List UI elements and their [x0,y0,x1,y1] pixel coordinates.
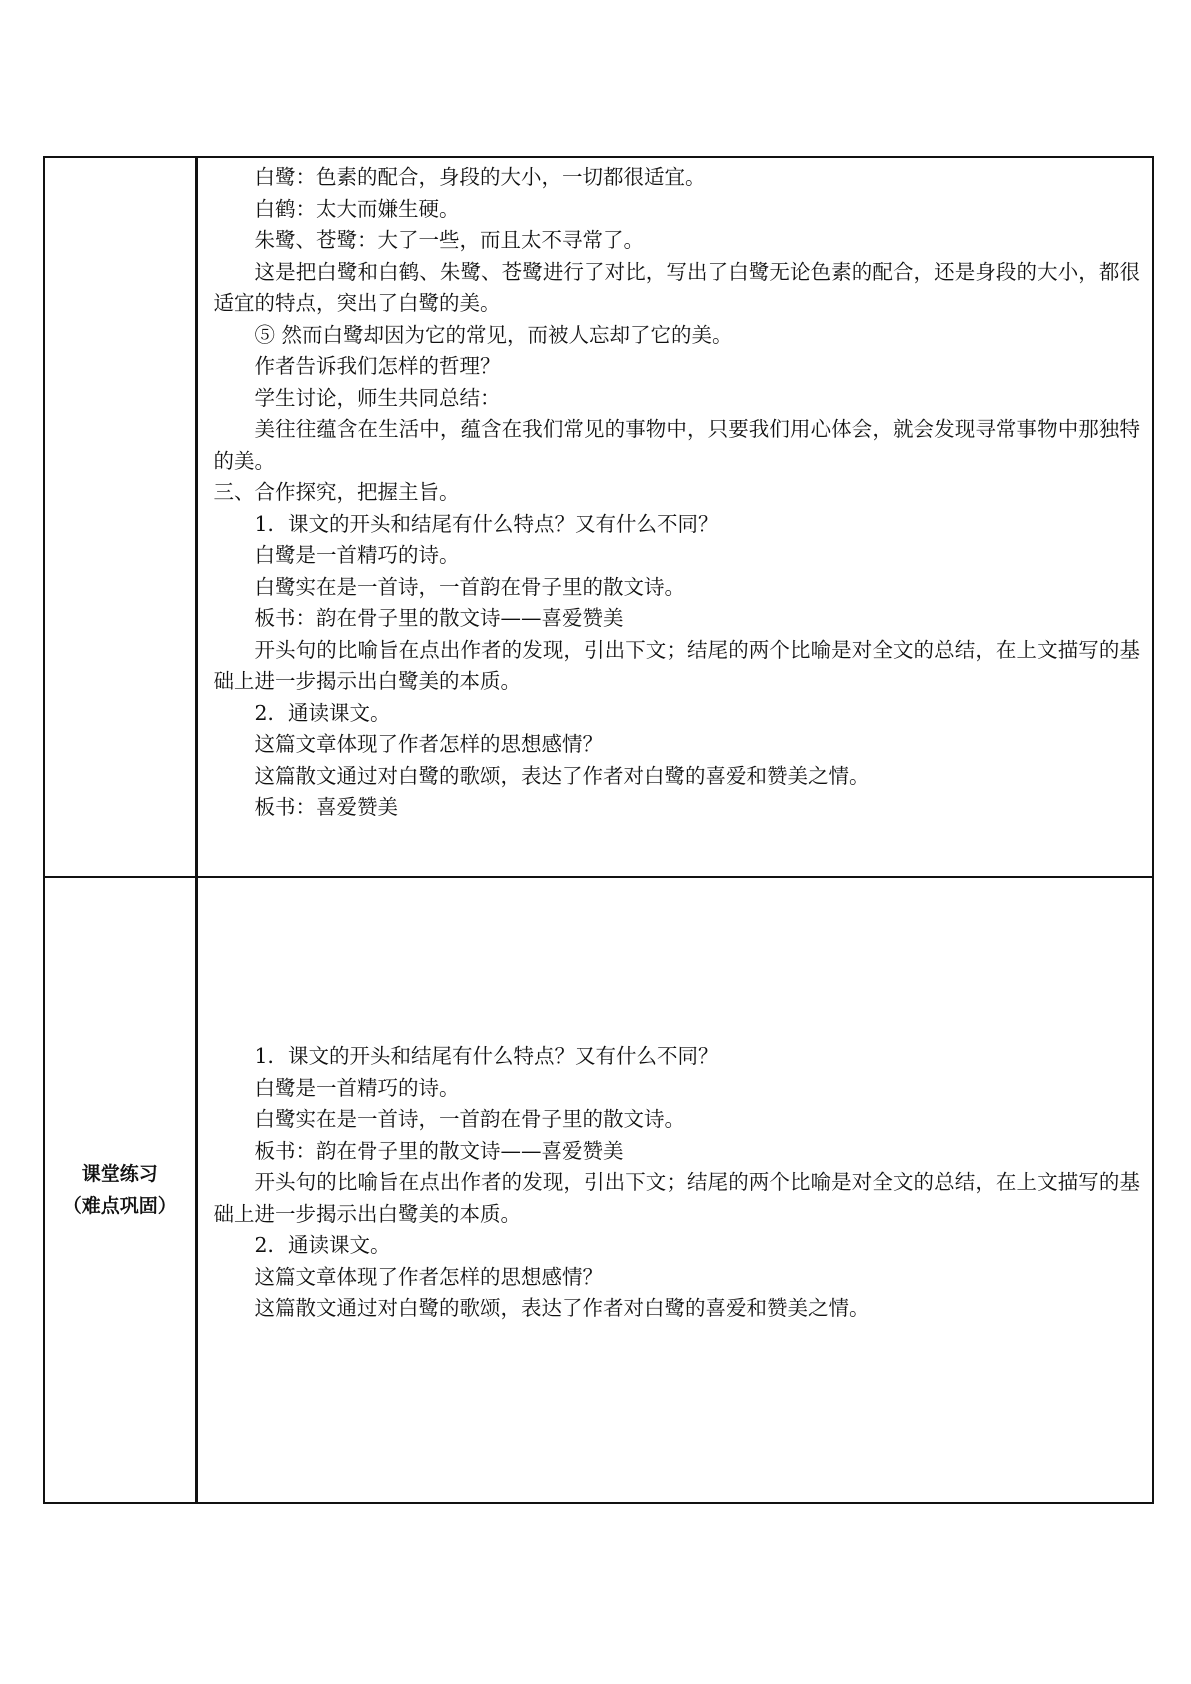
row-label-line: （难点巩固） [62,1195,177,1217]
content-paragraph: 白鹭实在是一首诗，一首韵在骨子里的散文诗。 [254,1107,685,1131]
content-paragraph: 这篇文章体现了作者怎样的思想感情？ [254,732,603,756]
content-paragraph: 开头句的比喻旨在点出作者的发现，引出下文；结尾的两个比喻是对全文的总结，在上文描写的基础上进一步揭示出白鹭美的本质。 [213,1170,1140,1226]
content-paragraph: 朱鹭、苍鹭：大了一些，而且太不寻常了。 [254,228,644,252]
content-paragraph: 学生讨论，师生共同总结： [254,385,501,410]
section-content [198,158,1153,824]
content-paragraph: 三、合作探究，把握主旨。 [213,480,460,504]
row-label-cell [44,877,196,1503]
content-paragraph: 1．课文的开头和结尾有什么特点？又有什么不同？ [254,511,719,536]
content-paragraph: 白鹭是一首精巧的诗。 [254,543,460,567]
content-paragraph: 美往往蕴含在生活中，蕴含在我们常见的事物中，只要我们用心体会，就会发现寻常事物中那独特的美。 [213,417,1140,473]
lesson-plan-table [43,156,1154,1504]
content-paragraph: 板书：韵在骨子里的散文诗——喜爱赞美 [254,606,624,630]
row-content-cell [196,157,1153,877]
content-paragraph: 2．通读课文。 [254,700,391,725]
content-paragraph: 板书：韵在骨子里的散文诗——喜爱赞美 [254,1138,624,1163]
content-paragraph: 开头句的比喻旨在点出作者的发现，引出下文；结尾的两个比喻是对全文的总结，在上文描写的基础上进一步揭示出白鹭美的本质。 [213,637,1140,693]
row-label-line: 课堂练习 [81,1163,158,1185]
content-paragraph: 2．通读课文。 [254,1233,391,1257]
content-paragraph: 作者告诉我们怎样的哲理？ [254,354,501,378]
content-paragraph: ⑤ 然而白鹭却因为它的常见，而被人忘却了它的美。 [254,322,733,347]
row-label [45,1158,195,1222]
content-paragraph: 白鹤：太大而嫌生硬。 [254,196,460,221]
table-row [44,877,1153,1503]
content-paragraph: 这是把白鹭和白鹤、朱鹭、苍鹭进行了对比，写出了白鹭无论色素的配合，还是身段的大小，都很适宜的特点，突出了白鹭的美。 [213,259,1140,315]
content-paragraph: 这篇散文通过对白鹭的歌颂，表达了作者对白鹭的喜爱和赞美之情。 [254,763,870,788]
row-content-cell [196,877,1153,1503]
content-paragraph: 这篇文章体现了作者怎样的思想感情？ [254,1264,603,1289]
content-paragraph: 板书：喜爱赞美 [254,795,398,819]
table-row [44,157,1153,877]
content-paragraph: 这篇散文通过对白鹭的歌颂，表达了作者对白鹭的喜爱和赞美之情。 [254,1296,870,1320]
section-content [198,878,1153,1325]
content-paragraph: 白鹭：色素的配合，身段的大小，一切都很适宜。 [254,165,706,189]
row-label-cell [44,157,196,877]
content-paragraph: 1．课文的开头和结尾有什么特点？又有什么不同？ [254,1044,719,1068]
content-paragraph: 白鹭是一首精巧的诗。 [254,1075,460,1100]
content-paragraph: 白鹭实在是一首诗，一首韵在骨子里的散文诗。 [254,574,685,599]
